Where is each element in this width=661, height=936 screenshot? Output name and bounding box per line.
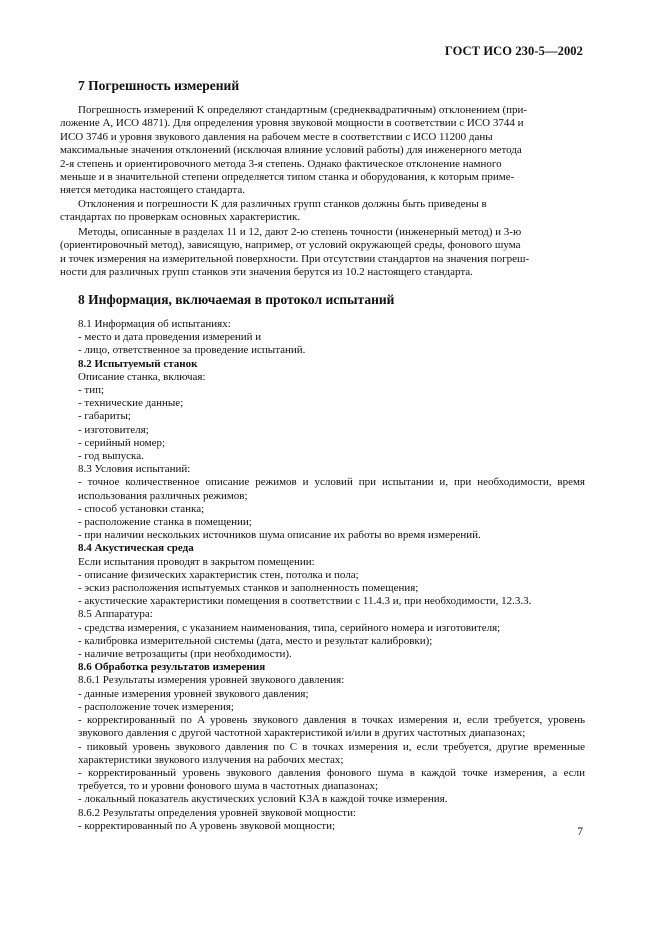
- text-line: ИСО 3746 и уровня звукового давления на рабочем месте в соответствии с ИСО 11200 даны: [60, 130, 493, 143]
- list-item: - место и дата проведения измерений и: [78, 331, 262, 344]
- list-item: - эскиз расположения испытуемых станков и заполненность помещения;: [78, 582, 419, 595]
- list-item: - технические данные;: [78, 397, 184, 410]
- list-item: - корректированный по A уровень звуковой мощности;: [78, 819, 336, 832]
- list-item: - лицо, ответственное за проведение испытаний.: [78, 344, 306, 357]
- section-8-title: 8 Информация, включаемая в протокол испытаний: [78, 292, 395, 307]
- list-item: 8.3 Условия испытаний:: [78, 463, 191, 476]
- list-item: - при наличии нескольких источников шума описание их работы во время измерений.: [78, 529, 481, 542]
- subsection-heading: 8.6 Обработка результатов измерения: [78, 661, 266, 674]
- text-line: (ориентировочный метод), зависящую, например, от условий окружающей среды, фонового шума: [60, 239, 521, 252]
- text-line: стандартах по проверкам основных характеристик.: [60, 211, 301, 224]
- list-item: - корректированный уровень звукового давления фонового шума в каждой точке измерения, а если требуется, то и уровни фонового шума в частотных диапазонах;: [78, 766, 585, 793]
- list-item: - год выпуска.: [78, 450, 144, 463]
- list-item: - габариты;: [78, 410, 131, 423]
- list-item: - корректированный по A уровень звукового давления в точках измерения и, если требуется, уровень звукового давления с другой частотной характеристикой и/или в других частотных диапазонах;: [78, 714, 585, 740]
- list-item: - наличие ветрозащиты (при необходимости).: [78, 648, 292, 661]
- text-line: максимальные значения отклонений (исключая влияние условий работы) для инженерного метода: [60, 144, 522, 157]
- text-line: Методы, описанные в разделах 11 и 12, дают 2-ю степень точности (инженерный метод) и 3-ю: [78, 226, 522, 238]
- text-line: и точек измерения на измерительной поверхности. При отсутствии стандартов на значения погреш-: [60, 252, 530, 265]
- list-item: 8.6.1 Результаты измерения уровней звукового давления:: [78, 674, 345, 687]
- list-item: - расположение точек измерения;: [78, 700, 234, 713]
- text-line: ности для различных групп станков эти значения берутся из 10.2 настоящего стандарта.: [60, 266, 473, 279]
- text-line: няется методика настоящего стандарта.: [60, 184, 245, 197]
- list-item: - серийный номер;: [78, 436, 166, 449]
- text-line: ложение А, ИСО 4871). Для определения уровня звуковой мощности в соответствии с ИСО 3744 и: [60, 117, 524, 130]
- section-7-paragraph-3: [60, 226, 585, 280]
- list-item: - изготовителя;: [78, 423, 149, 436]
- section-8-body: [60, 318, 585, 833]
- list-item: - расположение станка в помещении;: [78, 516, 252, 529]
- list-item: - данные измерения уровней звукового давления;: [78, 687, 309, 700]
- text-line: меньше и в значительной степени определяется типом станка и оборудования, к которым приме-: [60, 171, 515, 184]
- text-line: Погрешность измерений K определяют стандартным (среднеквадратичным) отклонением (при-: [78, 104, 528, 116]
- subsection-heading: 8.4 Акустическая среда: [78, 542, 194, 555]
- list-item: 8.6.2 Результаты определения уровней звуковой мощности:: [78, 806, 357, 819]
- list-item: - точное количественное описание режимов и условий при испытании и, при необходимости, время использования различных режимов;: [78, 476, 585, 502]
- list-item: - калибровка измерительной системы (дата, место и результат калибровки);: [78, 634, 433, 647]
- list-item: Описание станка, включая:: [78, 370, 206, 383]
- list-item: Если испытания проводят в закрытом помещении:: [78, 555, 315, 568]
- subsection-heading: 8.2 Испытуемый станок: [78, 357, 198, 370]
- list-item: - локальный показатель акустических условий K3A в каждой точке измерения.: [78, 793, 448, 806]
- page-number: 7: [577, 826, 583, 838]
- list-item: - пиковый уровень звукового давления по C в точках измерения и, если требуется, другие временные характеристики звукового излучения на рабочих местах;: [78, 740, 585, 766]
- list-item: 8.5 Аппаратура:: [78, 608, 153, 621]
- list-item: - средства измерения, с указанием наименования, типа, серийного номера и изготовителя;: [78, 621, 501, 634]
- section-7-paragraph-2: [60, 198, 585, 225]
- text-line: Отклонения и погрешности K для различных групп станков должны быть приведены в: [78, 198, 487, 210]
- list-item: 8.1 Информация об испытаниях:: [78, 318, 231, 330]
- section-7-title: 7 Погрешность измерений: [78, 78, 240, 93]
- list-item: - способ установки станка;: [78, 502, 205, 515]
- document-code-header: ГОСТ ИСО 230-5—2002: [444, 44, 583, 58]
- text-line: 2-я степень и ориентировочного метода 3-я степень. Однако фактическое отклонение намного: [60, 157, 502, 170]
- section-7-paragraph-1: [60, 104, 585, 198]
- list-item: - акустические характеристики помещения в соответствии с 11.4.3 и, при необходимости, 12.3.3.: [78, 595, 532, 608]
- list-item: - тип;: [78, 384, 105, 397]
- list-item: - описание физических характеристик стен, потолка и пола;: [78, 568, 359, 581]
